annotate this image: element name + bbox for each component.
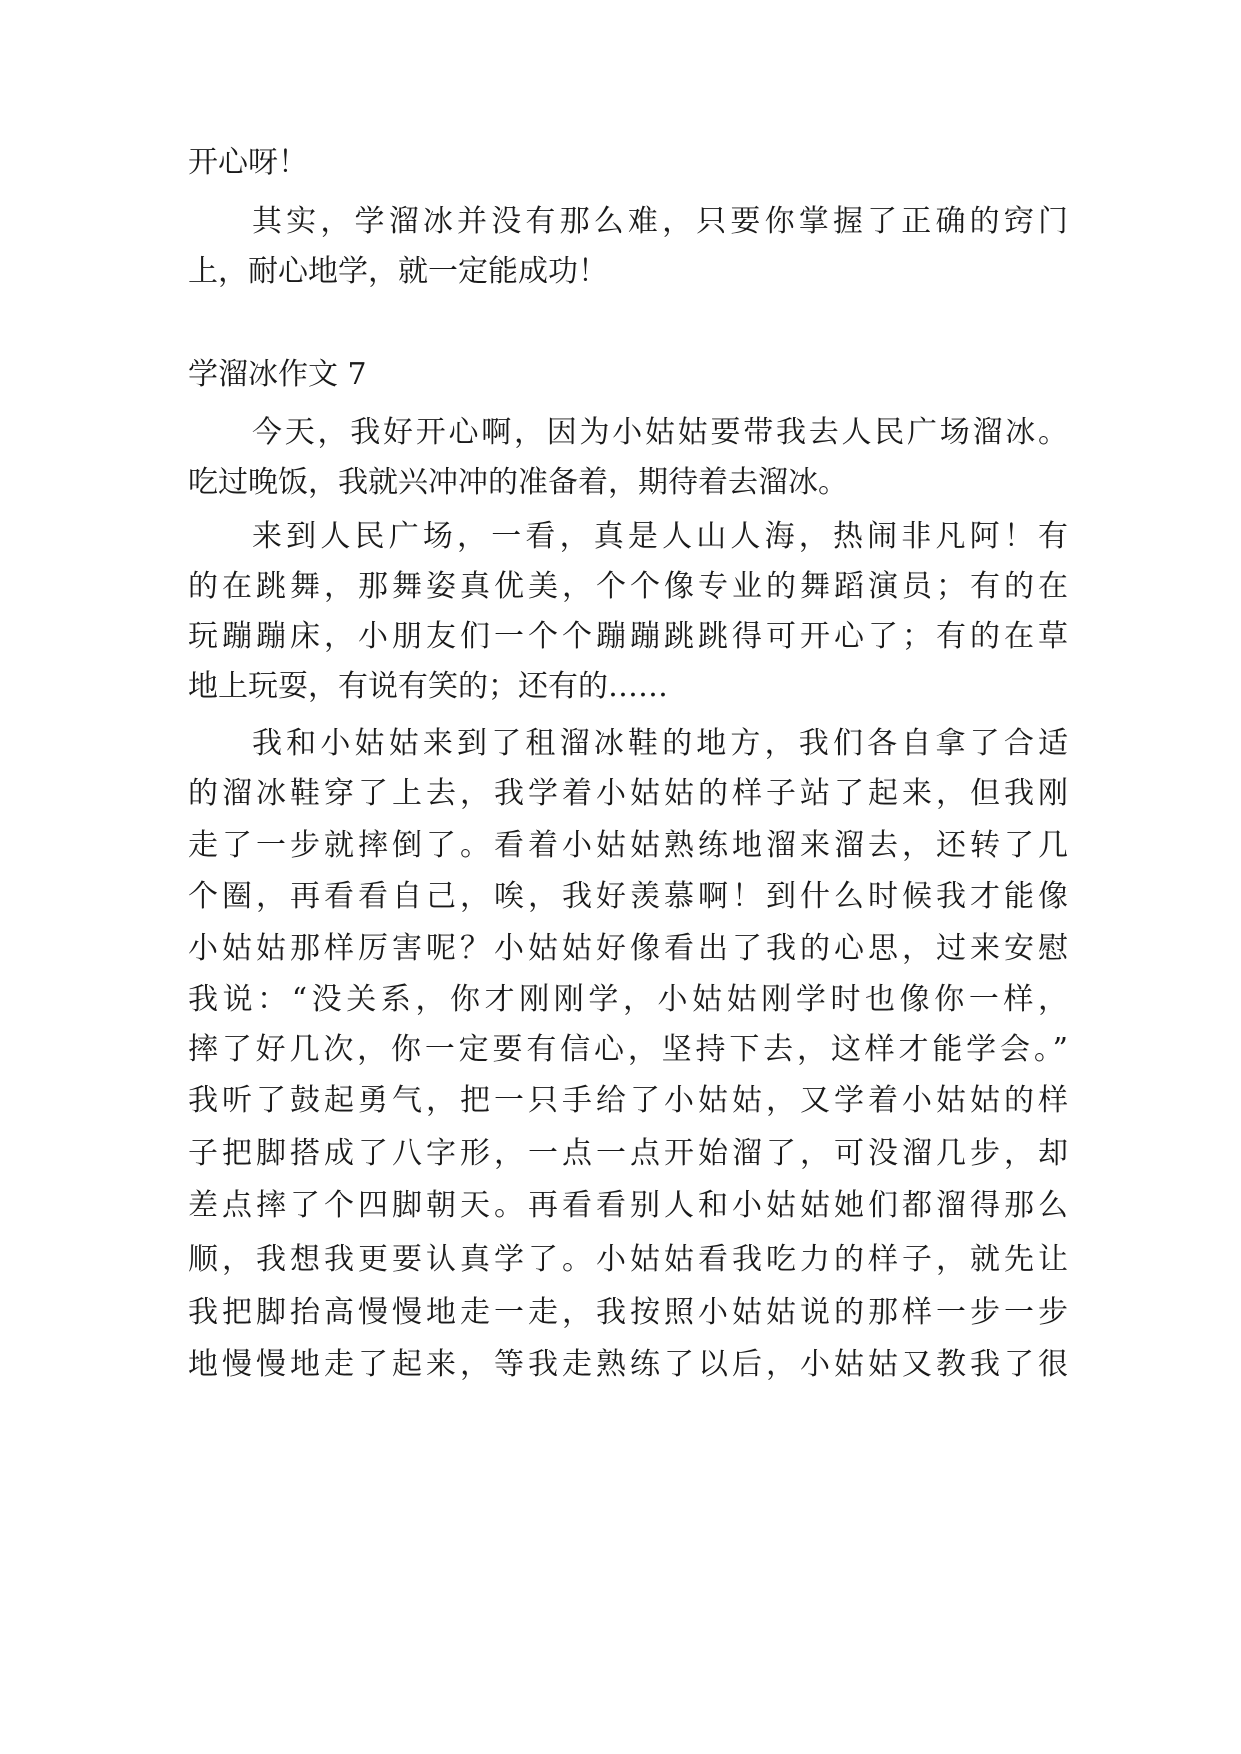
paragraph-line: 个圈，再看看自己，唉，我好羡慕啊！到什么时候我才能像 bbox=[188, 879, 1068, 914]
paragraph-line: 我听了鼓起勇气，把一只手给了小姑姑，又学着小姑姑的样 bbox=[188, 1083, 1068, 1118]
paragraph-line: 吃过晚饭，我就兴冲冲的准备着，期待着去溜冰。 bbox=[188, 465, 848, 500]
paragraph-line: 小姑姑那样厉害呢？小姑姑好像看出了我的心思，过来安慰 bbox=[188, 931, 1068, 966]
paragraph-line: 的在跳舞，那舞姿真优美，个个像专业的舞蹈演员；有的在 bbox=[188, 569, 1068, 604]
section-title: 学溜冰作文 7 bbox=[188, 357, 367, 392]
paragraph-line: 今天，我好开心啊，因为小姑姑要带我去人民广场溜冰。 bbox=[252, 415, 1068, 450]
paragraph-line: 摔了好几次，你一定要有信心，坚持下去，这样才能学会。” bbox=[188, 1032, 1068, 1067]
paragraph-line: 地上玩耍，有说有笑的；还有的…… bbox=[188, 669, 668, 704]
paragraph-line: 上，耐心地学，就一定能成功！ bbox=[188, 254, 608, 289]
paragraph-line: 我把脚抬高慢慢地走一走，我按照小姑姑说的那样一步一步 bbox=[188, 1295, 1068, 1330]
paragraph-line: 玩蹦蹦床，小朋友们一个个蹦蹦跳跳得可开心了；有的在草 bbox=[188, 619, 1068, 654]
paragraph-line: 的溜冰鞋穿了上去，我学着小姑姑的样子站了起来，但我刚 bbox=[188, 776, 1068, 811]
paragraph-line: 我和小姑姑来到了租溜冰鞋的地方，我们各自拿了合适 bbox=[252, 726, 1068, 761]
paragraph-line: 来到人民广场，一看，真是人山人海，热闹非凡阿！有 bbox=[252, 519, 1068, 554]
paragraph-line: 地慢慢地走了起来，等我走熟练了以后，小姑姑又教我了很 bbox=[188, 1347, 1068, 1382]
paragraph-line: 顺，我想我更要认真学了。小姑姑看我吃力的样子，就先让 bbox=[188, 1242, 1068, 1277]
paragraph-line: 其实，学溜冰并没有那么难，只要你掌握了正确的窍门 bbox=[252, 204, 1068, 239]
paragraph-line: 差点摔了个四脚朝天。再看看别人和小姑姑她们都溜得那么 bbox=[188, 1188, 1068, 1223]
paragraph-line: 走了一步就摔倒了。看着小姑姑熟练地溜来溜去，还转了几 bbox=[188, 828, 1068, 863]
paragraph-line: 开心呀！ bbox=[188, 145, 308, 180]
paragraph-line: 子把脚搭成了八字形，一点一点开始溜了，可没溜几步，却 bbox=[188, 1136, 1068, 1171]
paragraph-line: 我说：“没关系，你才刚刚学，小姑姑刚学时也像你一样， bbox=[188, 982, 1068, 1017]
